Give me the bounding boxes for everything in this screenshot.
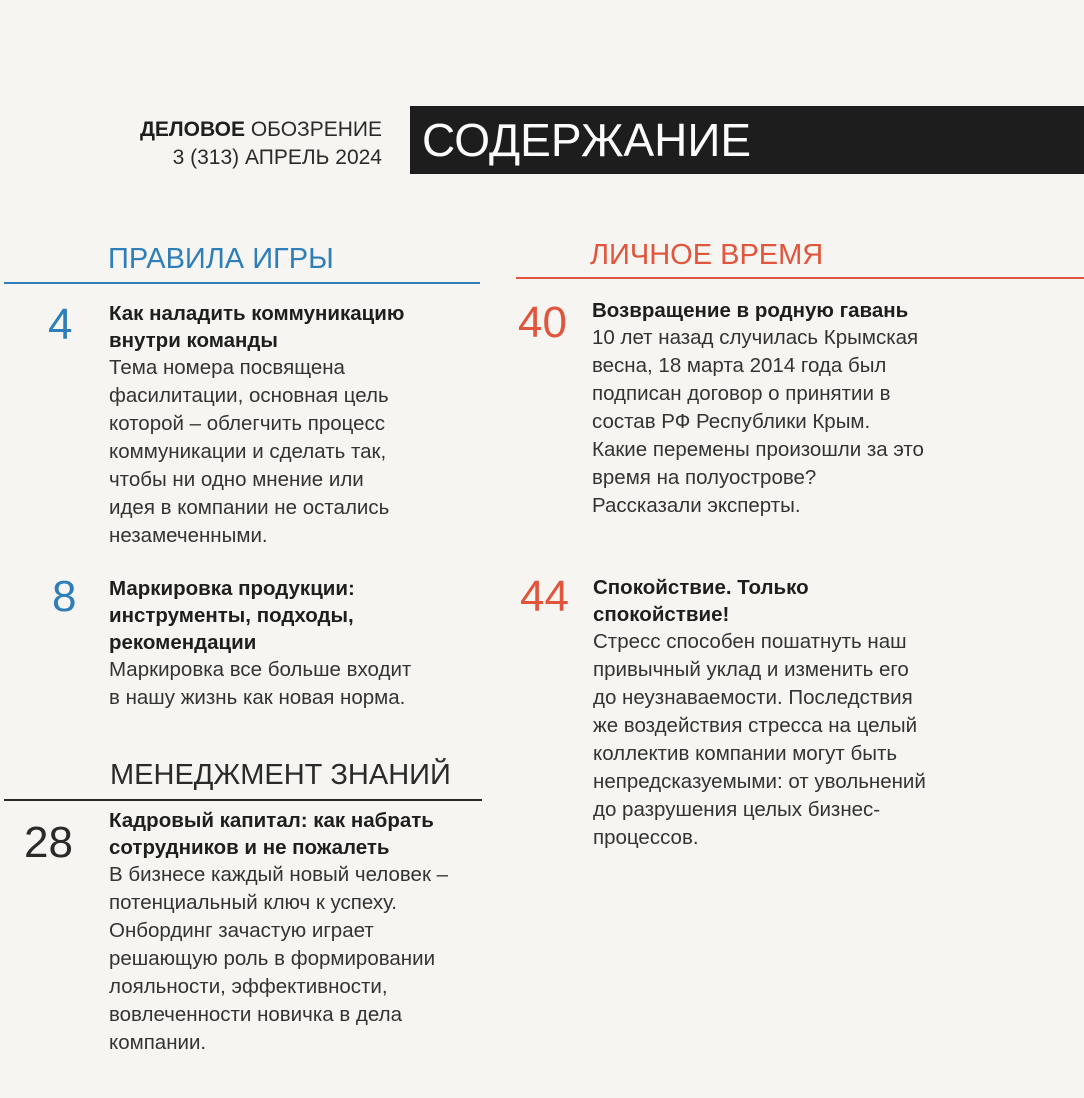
page-number: 28 — [24, 818, 73, 867]
article-item — [109, 300, 479, 550]
magazine-name: ДЕЛОВОЕ ОБОЗРЕНИЕ — [139, 118, 382, 141]
article-headline: Спокойствие. Только спокойствие! — [593, 576, 809, 626]
article-headline: Кадровый капитал: как набрать сотрудников и не пожалеть — [109, 809, 434, 859]
article-item — [109, 575, 429, 712]
article-summary: В бизнесе каждый новый человек – потенциальный ключ к успеху. Онбординг зачастую играет решающую роль в формировании лояльности, эффективности, вовлеченности новичка в дела компании. — [109, 863, 449, 1054]
article-item — [592, 297, 982, 520]
section-rule-rules — [4, 282, 480, 284]
page-number: 4 — [48, 300, 73, 349]
contents-title: СОДЕРЖАНИЕ — [422, 114, 752, 166]
section-title-knowledge: МЕНЕДЖМЕНТ ЗНАНИЙ — [110, 759, 451, 791]
article-headline: Возвращение в родную гавань — [592, 299, 909, 322]
article-item — [593, 574, 843, 628]
page-number: 44 — [520, 572, 569, 621]
article-summary: Маркировка все больше входит в нашу жизнь как новая норма. — [109, 658, 412, 709]
article-summary: Тема номера посвящена фасилитации, основная цель которой – облегчить процесс коммуникации и сделать так, чтобы ни одно мнение или идея в компании не остались незамеченными. — [109, 356, 390, 547]
article-summary: 10 лет назад случилась Крымская весна, 18 марта 2014 года был подписан договор о принятии в состав РФ Республики Крым. Какие перемены произошли за это время на полуострове? Рассказали эксперты. — [592, 326, 924, 517]
article-summary-block — [593, 628, 983, 852]
section-title-personal: ЛИЧНОЕ ВРЕМЯ — [590, 239, 824, 271]
article-item — [109, 807, 489, 1057]
issue-info: 3 (313) АПРЕЛЬ 2024 — [172, 146, 382, 169]
article-headline: Маркировка продукции: инструменты, подходы, рекомендации — [109, 577, 355, 654]
section-rule-personal — [516, 277, 1084, 279]
article-summary: Стресс способен пошатнуть наш привычный уклад и изменить его до неузнаваемости. Последствия же воздействия стресса на целый коллектив компании могут быть непредсказуемыми: от увольнений до разрушения целых бизнес- процессов. — [593, 630, 926, 849]
page-number: 8 — [52, 572, 77, 621]
section-title-rules: ПРАВИЛА ИГРЫ — [108, 243, 334, 275]
magazine-masthead — [140, 116, 382, 172]
contents-banner — [410, 106, 1084, 174]
article-headline: Как наладить коммуникацию внутри команды — [109, 302, 405, 352]
section-rule-knowledge — [4, 799, 482, 801]
page-number: 40 — [518, 298, 567, 347]
